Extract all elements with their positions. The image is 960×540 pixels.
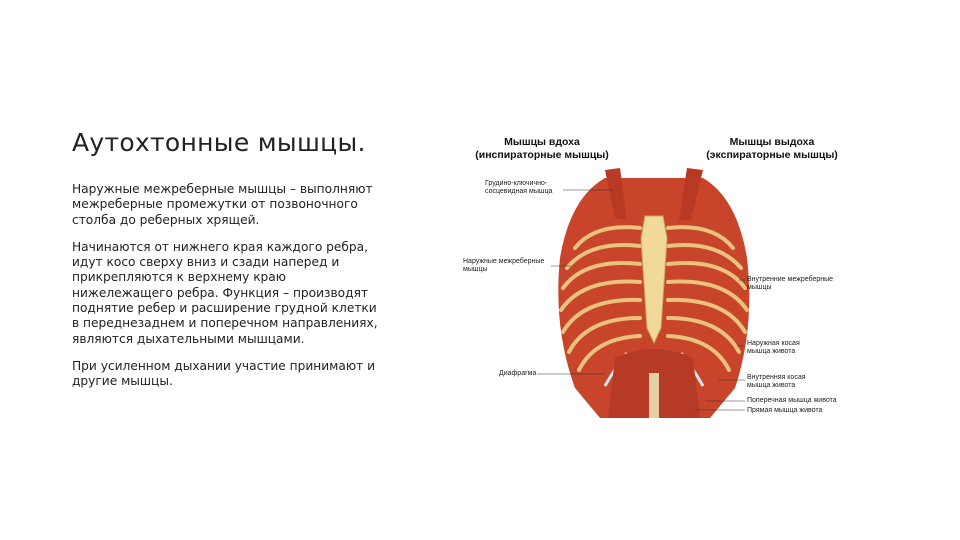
label-external-intercostal-line2: мышцы [463,266,488,273]
label-external-oblique-line1: Наружная косая [747,340,800,347]
label-diaphragm: Диафрагма [499,370,537,377]
label-external-oblique-line2: мышца живота [747,348,796,355]
label-transverse-abdominis: Поперечная мышца живота [747,397,837,404]
label-internal-oblique-line1: Внутренняя косая [747,374,806,381]
expiratory-heading-line1: Мышцы выдоха [729,136,815,148]
expiratory-heading-line2: (экспираторные мышцы) [706,149,838,161]
label-internal-intercostal-line2: мышцы [747,284,772,291]
paragraph-1: Наружные межреберные мышцы – выполняют межреберные промежутки от позвоночного столба до реберных хрящей. [72,182,373,227]
paragraph-3: При усиленном дыхании участие принимают и другие мышцы. [72,358,375,389]
label-internal-intercostal [747,276,833,292]
slide-title: Аутохтонные мышцы. [72,128,366,157]
label-external-intercostal [463,258,544,274]
inspiratory-heading-line1: Мышцы вдоха [504,136,580,148]
spine [649,373,659,418]
label-sternocleidomastoid-line1: Грудино-ключично- [485,180,548,187]
paragraph-2: Начинаются от нижнего края каждого ребра, идут косо сверху вниз и сзади наперед и прикрепляются к верхнему краю нижележащего ребра. Функция – производят поднятие ребер и расширение грудной клетки в переднезаднем и поперечном направлениях, являются дыхательными мышцами. [72,239,378,346]
label-internal-oblique-line2: мышца живота [747,382,796,389]
label-internal-intercostal-line1: Внутренние межреберные [747,276,834,283]
respiratory-muscles-figure [455,128,855,428]
label-rectus-abdominis: Прямая мышца живота [747,407,823,414]
body-text [72,182,382,402]
label-external-intercostal-line1: Наружные межреберные [463,258,545,265]
inspiratory-heading-line2: (инспираторные мышцы) [475,149,609,161]
label-sternocleidomastoid [485,180,552,196]
label-external-oblique [747,340,800,356]
label-internal-oblique [747,374,806,390]
label-sternocleidomastoid-line2: сосцевидная мышца [485,188,553,195]
